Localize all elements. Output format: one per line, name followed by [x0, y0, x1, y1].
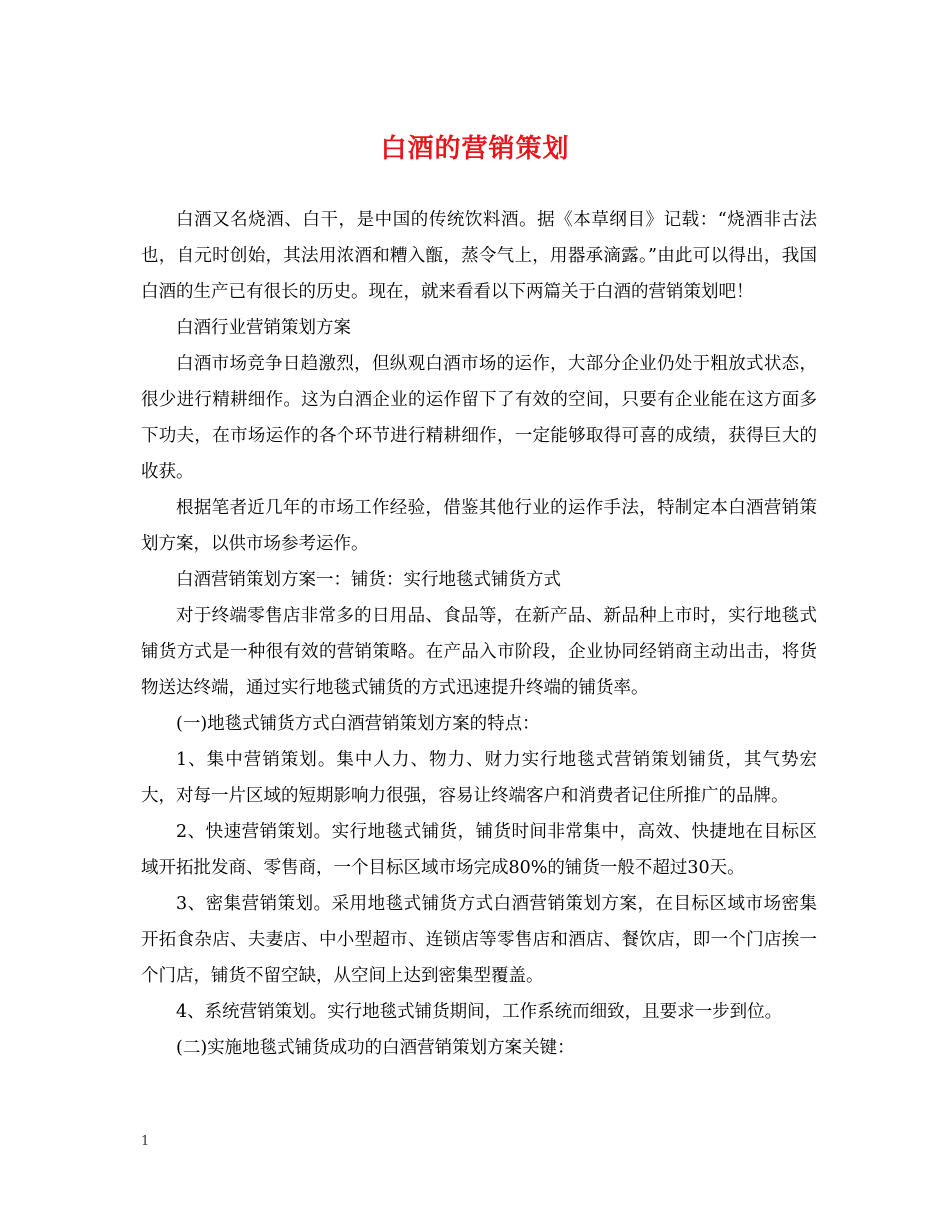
paragraph-author-basis: 根据笔者近几年的市场工作经验，借鉴其他行业的运作手法，特制定本白酒营销策划方案，以供市场参考运作。: [141, 498, 817, 554]
document-body: [141, 202, 817, 1066]
paragraph-section-heading: 白酒行业营销策划方案: [176, 318, 351, 338]
paragraph-feature-2: 2、快速营销策划。实行地毯式铺货，铺货时间非常集中，高效、快捷地在目标区域开拓批发商、零售商，一个目标区域市场完成80%的铺货一般不超过30天。: [141, 822, 817, 878]
paragraph-feature-4: 4、系统营销策划。实行地毯式铺货期间，工作系统而细致，且要求一步到位。: [176, 1002, 783, 1022]
page-number: 1: [141, 1134, 150, 1149]
paragraph-market-overview: 白酒市场竞争日趋激烈，但纵观白酒市场的运作，大部分企业仍处于粗放式状态，很少进行精耕细作。这为白酒企业的运作留下了有效的空间，只要有企业能在这方面多下功夫，在市场运作的各个环节进行精耕细作，一定能够取得可喜的成绩，获得巨大的收获。: [141, 354, 817, 482]
paragraph-feature-1: 1、集中营销策划。集中人力、物力、财力实行地毯式营销策划铺货，其气势宏大，对每一片区域的短期影响力很强，容易让终端客户和消费者记住所推广的品牌。: [141, 750, 817, 806]
paragraph-intro: 白酒又名烧酒、白干，是中国的传统饮料酒。据《本草纲目》记载：“烧酒非古法也，自元时创始，其法用浓酒和糟入甑，蒸令气上，用器承滴露。”由此可以得出，我国白酒的生产已有很长的历史。现在，就来看看以下两篇关于白酒的营销策划吧！: [141, 210, 817, 302]
paragraph-plan-one-description: 对于终端零售店非常多的日用品、食品等，在新产品、新品种上市时，实行地毯式铺货方式是一种很有效的营销策略。在产品入市阶段，企业协同经销商主动出击，将货物送达终端，通过实行地毯式铺货的方式迅速提升终端的铺货率。: [141, 606, 817, 698]
paragraph-plan-one-heading: 白酒营销策划方案一：铺货：实行地毯式铺货方式: [176, 570, 561, 590]
document-title: 白酒的营销策划: [380, 134, 570, 164]
paragraph-features-heading: (一)地毯式铺货方式白酒营销策划方案的特点：: [176, 714, 540, 734]
paragraph-keys-heading: (二)实施地毯式铺货成功的白酒营销策划方案关键：: [176, 1038, 575, 1058]
paragraph-feature-3: 3、密集营销策划。采用地毯式铺货方式白酒营销策划方案，在目标区域市场密集开拓食杂店、夫妻店、中小型超市、连锁店等零售店和酒店、餐饮店，即一个门店挨一个门店，铺货不留空缺，从空间上达到密集型覆盖。: [141, 894, 817, 986]
